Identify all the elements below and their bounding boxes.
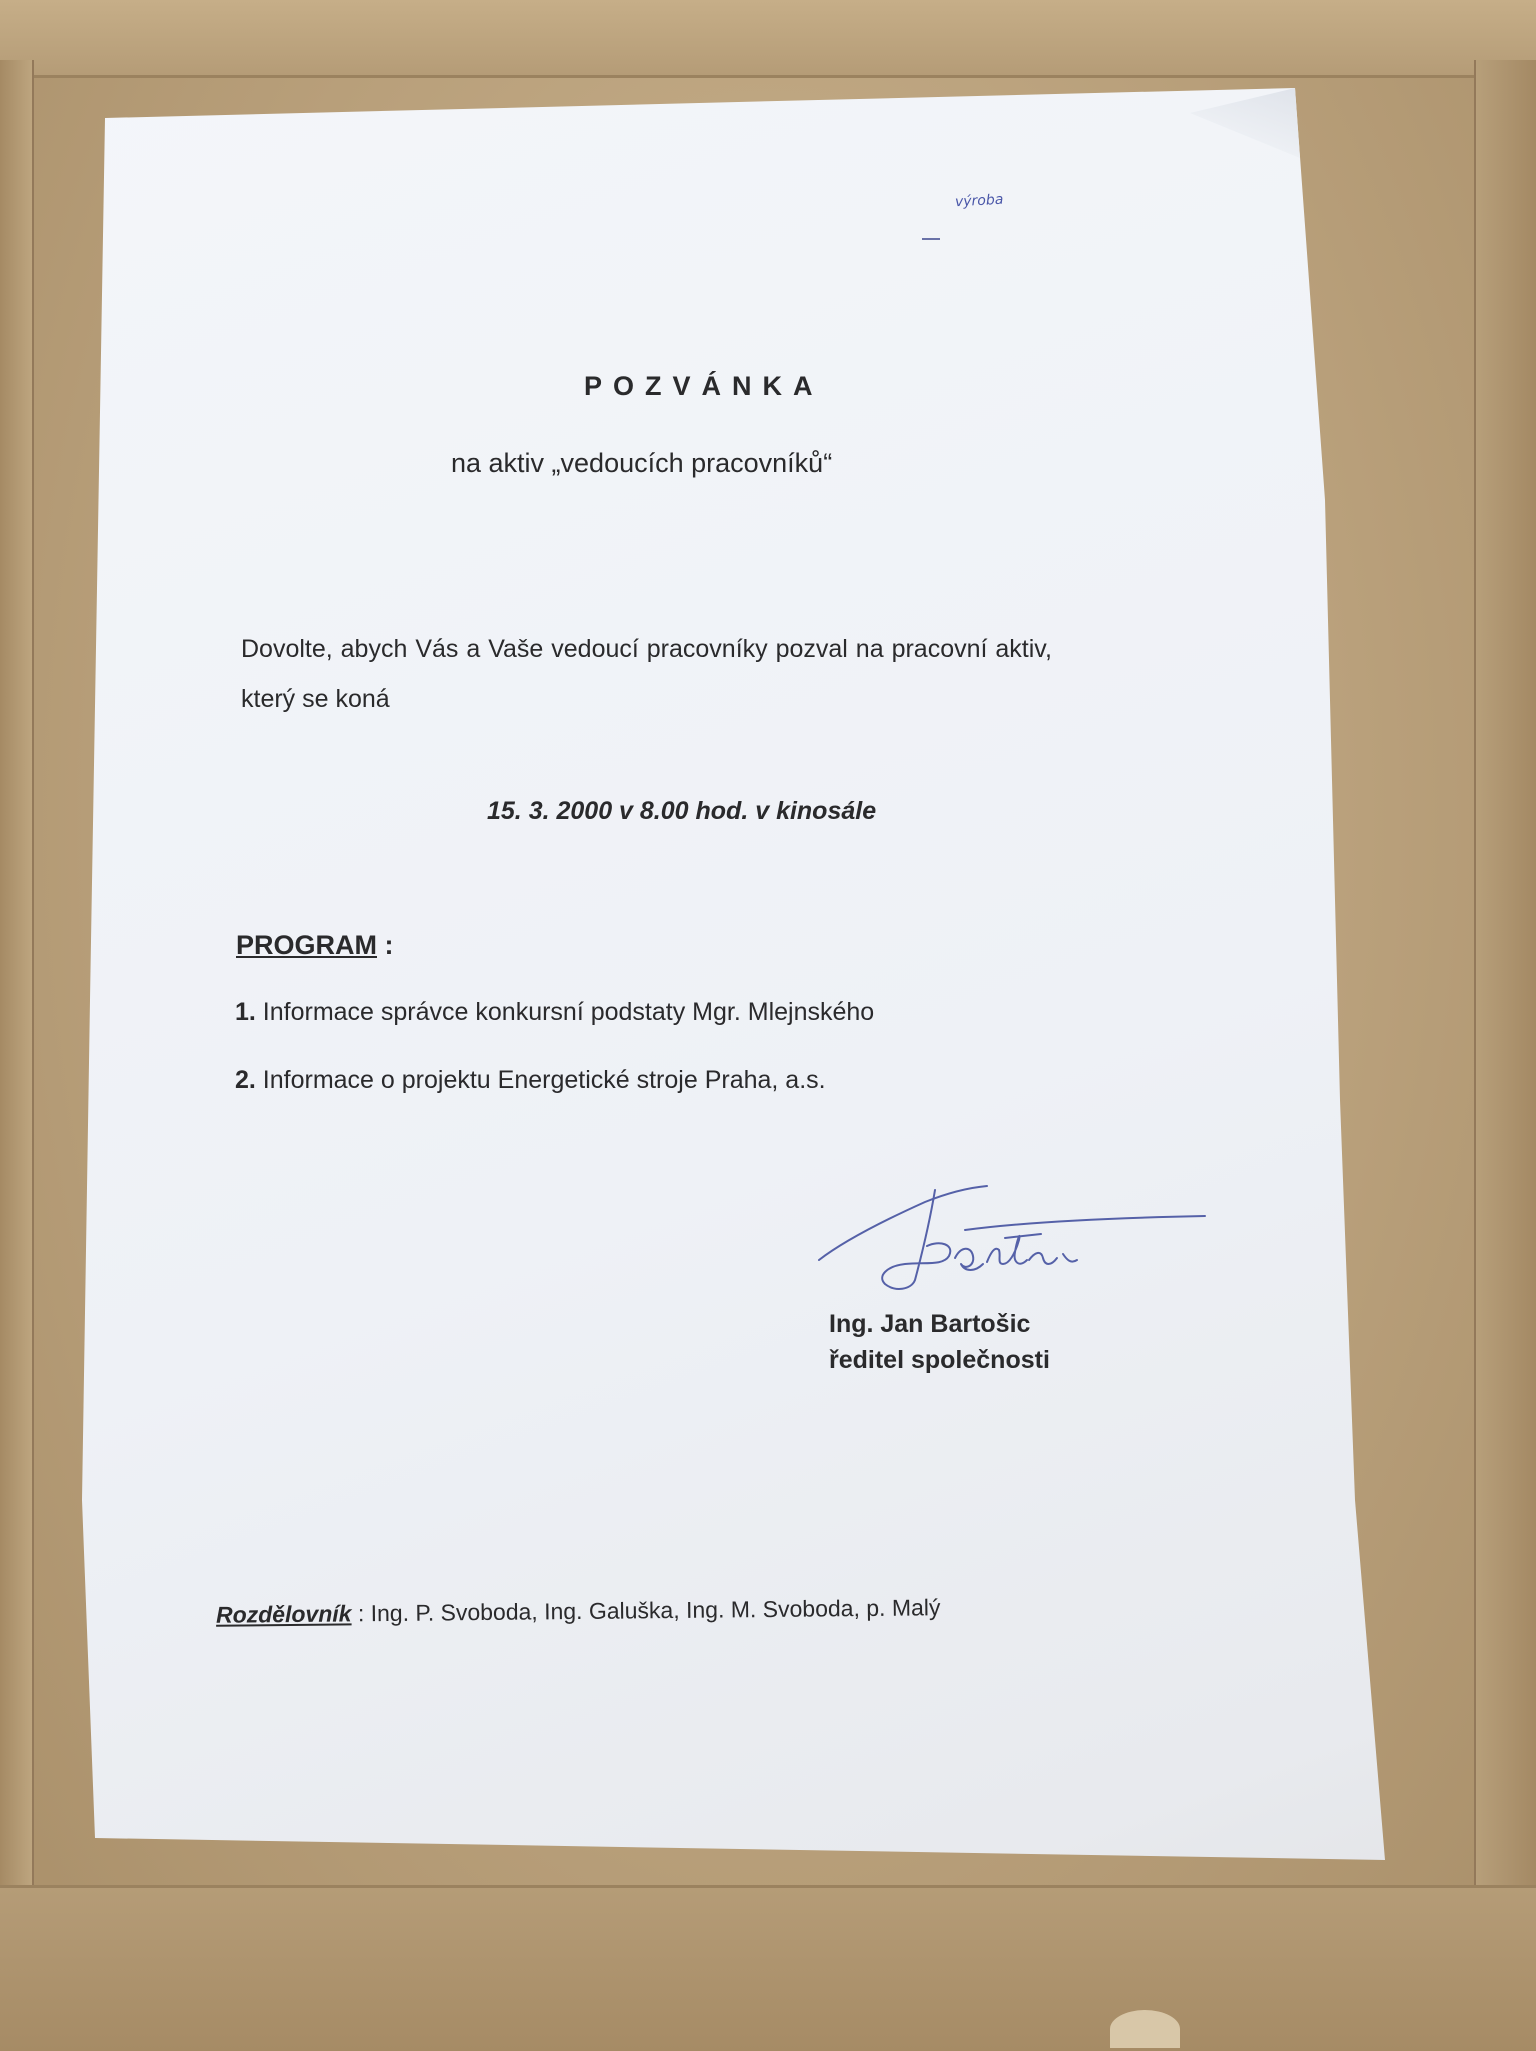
signature-icon (815, 1180, 1210, 1300)
body-line-2: který se koná (241, 685, 390, 713)
distribution-label: Rozdělovník (215, 1600, 352, 1628)
program-suffix: : (377, 930, 394, 960)
program-item-number: 1. (235, 998, 256, 1026)
signer-title: ředitel společnosti (829, 1346, 1050, 1374)
signer-name: Ing. Jan Bartošic (829, 1310, 1031, 1338)
program-item-number: 2. (235, 1066, 256, 1094)
distribution-names: : Ing. P. Svoboda, Ing. Galuška, Ing. M. Svoboda, p. Malý (351, 1594, 941, 1627)
program-item-text: Informace o projektu Energetické stroje Praha, a.s. (255, 1066, 826, 1094)
program-item (235, 998, 874, 1027)
program-heading (236, 930, 394, 961)
program-item-text: Informace správce konkursní podstaty Mgr. Mlejnského (255, 998, 875, 1026)
program-label: PROGRAM (236, 930, 377, 960)
handwritten-dash (922, 238, 940, 240)
event-datetime: 15. 3. 2000 v 8.00 hod. v kinosále (487, 797, 877, 825)
program-item (235, 1066, 826, 1095)
document-subtitle: na aktiv „vedoucích pracovníků“ (451, 448, 833, 478)
body-line-1: Dovolte, abych Vás a Vaše vedoucí pracovníky pozval na pracovní aktiv, (241, 635, 1052, 663)
handwritten-note: výroba (954, 191, 1004, 211)
document-title: POZVÁNKA (584, 371, 824, 401)
